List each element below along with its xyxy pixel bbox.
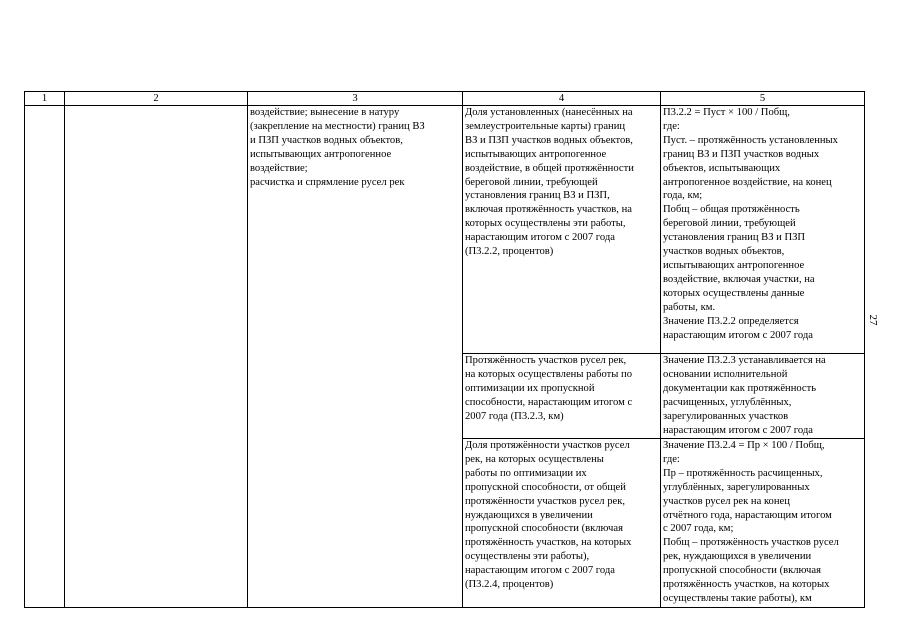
column-header-3: 3 xyxy=(248,92,463,106)
measures-cell xyxy=(248,106,463,608)
method-line: расчищенных, углублённых, xyxy=(663,396,792,408)
page-number: 27 xyxy=(867,314,879,326)
method-line: зарегулированных участков xyxy=(663,410,789,422)
method-line: Побщ – общая протяжённость xyxy=(663,204,800,216)
indicator-line: нарастающим итогом с 2007 года xyxy=(465,565,615,577)
indicator-line: включая протяжённость участков, на xyxy=(465,204,632,216)
method-line: береговой линии, требующей xyxy=(663,218,796,230)
method-line: Пуст. – протяжённость установленных xyxy=(663,134,838,146)
column-header-4: 4 xyxy=(463,92,661,106)
indicator-line: протяжённость участков, на которых xyxy=(465,537,632,549)
col2-cell xyxy=(65,106,248,608)
indicator-line: пропускной способности, от общей xyxy=(465,481,626,493)
method-line: участков русел рек на конец xyxy=(663,495,790,507)
method-line: Пр – протяжённость расчищенных, xyxy=(663,467,823,479)
column-header-5: 5 xyxy=(661,92,865,106)
method-line: углублённых, зарегулированных xyxy=(663,481,810,493)
indicator-line: Доля протяжённости участков русел xyxy=(465,440,630,451)
method-line: Значение П3.2.4 = Пр × 100 / Побщ, xyxy=(663,440,825,451)
indicator-line: работы по оптимизации их xyxy=(465,467,587,479)
col1-cell xyxy=(25,106,65,608)
indicator-line: пропускной способности (включая xyxy=(465,523,623,535)
method-cell xyxy=(661,354,865,439)
method-line: осуществлены такие работы), км xyxy=(663,592,812,604)
indicator-cell xyxy=(463,439,661,608)
indicator-line: установления границ ВЗ и ПЗП, xyxy=(465,190,610,202)
method-line: рек, нуждающихся в увеличении xyxy=(663,551,812,563)
indicator-line: осуществлены эти работы), xyxy=(465,551,590,563)
measures-line: расчистка и спрямление русел рек xyxy=(250,176,405,188)
indicator-line: рек, на которых осуществлены xyxy=(465,453,604,465)
method-cell xyxy=(661,106,865,354)
measures-line: испытывающих антропогенное xyxy=(250,148,392,160)
indicator-line: на которых осуществлены работы по xyxy=(465,368,633,380)
method-line: испытывающих антропогенное xyxy=(663,259,805,271)
column-header-1: 1 xyxy=(25,92,65,106)
column-number-row xyxy=(25,92,865,106)
method-line: которых осуществлены данные xyxy=(663,287,805,299)
method-line: объектов, испытывающих xyxy=(663,162,781,174)
indicator-line: ВЗ и ПЗП участков водных объектов, xyxy=(465,134,633,146)
method-line: воздействие, включая участки, на xyxy=(663,273,815,285)
column-header-2: 2 xyxy=(65,92,248,106)
indicator-line: оптимизации их пропускной xyxy=(465,382,595,394)
indicator-line: нарастающим итогом с 2007 года xyxy=(465,232,615,244)
method-line: отчётного года, нарастающим итогом xyxy=(663,509,832,521)
indicator-line: способности, нарастающим итогом с xyxy=(465,396,633,408)
measures-line: и ПЗП участков водных объектов, xyxy=(250,134,403,146)
method-line: где: xyxy=(663,120,680,132)
indicator-line: Протяжённость участков русел рек, xyxy=(465,355,627,366)
table-row xyxy=(25,106,865,354)
method-line: с 2007 года, км; xyxy=(663,523,734,535)
indicator-line: (П3.2.2, процентов) xyxy=(465,246,554,258)
indicator-line: (П3.2.4, процентов) xyxy=(465,579,554,591)
method-line: основании исполнительной xyxy=(663,368,788,380)
indicator-cell xyxy=(463,106,661,354)
indicator-line: 2007 года (П3.2.3, км) xyxy=(465,410,564,422)
indicator-line: землеустроительные карты) границ xyxy=(465,120,626,132)
method-line: где: xyxy=(663,453,680,465)
method-line: протяжённость участков, на которых xyxy=(663,579,830,591)
indicator-line: нуждающихся в увеличении xyxy=(465,509,593,521)
method-cell xyxy=(661,439,865,608)
method-line: Побщ – протяжённость участков русел xyxy=(663,537,839,549)
indicator-line: береговой линии, требующей xyxy=(465,176,598,188)
measures-line: (закрепление на местности) границ ВЗ xyxy=(250,120,425,132)
indicator-line: Доля установленных (нанесённых на xyxy=(465,107,633,118)
method-line: границ ВЗ и ПЗП участков водных xyxy=(663,148,820,160)
method-line: П3.2.2 = Пуст × 100 / Побщ, xyxy=(663,107,790,118)
method-line: Значение П3.2.3 устанавливается на xyxy=(663,355,826,366)
method-line: пропускной способности (включая xyxy=(663,565,821,577)
document-table xyxy=(24,91,865,608)
method-line: нарастающим итогом с 2007 года xyxy=(663,424,813,436)
method-line: года, км; xyxy=(663,190,703,202)
method-line: Значение П3.2.2 определяется xyxy=(663,315,799,327)
method-line: документации как протяжённость xyxy=(663,382,817,394)
indicator-cell xyxy=(463,354,661,439)
indicator-line: воздействие, в общей протяжённости xyxy=(465,162,634,174)
method-line: работы, км. xyxy=(663,301,716,313)
method-line: антропогенное воздействие, на конец xyxy=(663,176,832,188)
measures-line: воздействие; xyxy=(250,162,308,174)
indicator-line: испытывающих антропогенное xyxy=(465,148,607,160)
measures-line: воздействие; вынесение в натуру xyxy=(250,107,400,118)
indicator-line: которых осуществлены эти работы, xyxy=(465,218,626,230)
method-line: установления границ ВЗ и ПЗП xyxy=(663,232,806,244)
method-line: нарастающим итогом с 2007 года xyxy=(663,329,813,341)
method-line: участков водных объектов, xyxy=(663,246,785,258)
indicator-line: протяжённости участков русел рек, xyxy=(465,495,625,507)
